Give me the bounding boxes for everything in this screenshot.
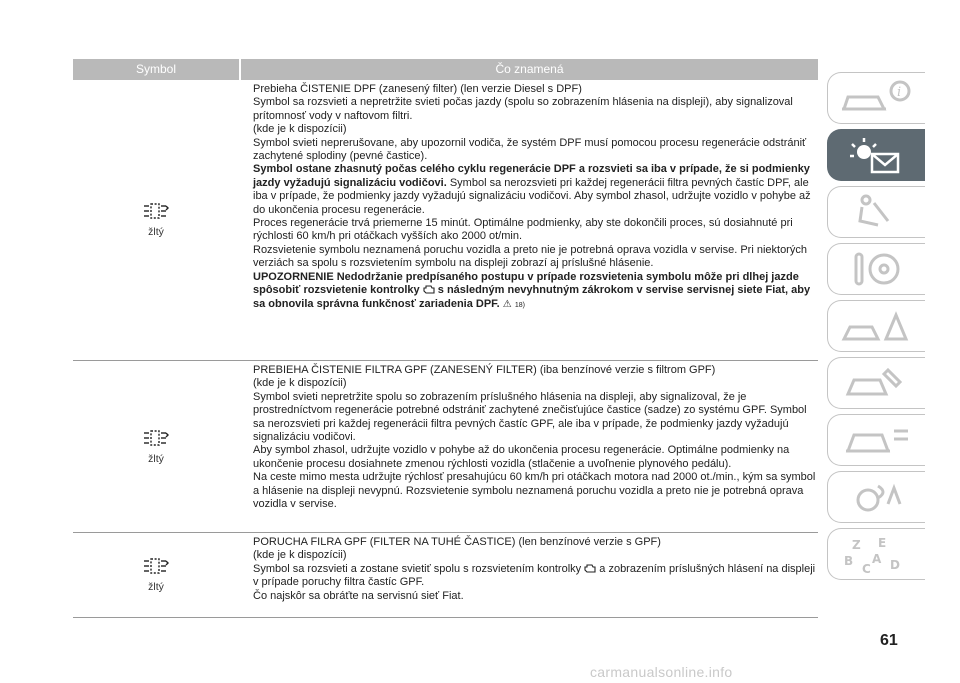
svg-text:Z: Z — [852, 538, 861, 552]
text-line: Čo najskôr sa obráťte na servisnú sieť Fiat. — [253, 589, 464, 602]
text-paragraph — [253, 563, 818, 590]
tab-technical-data[interactable] — [827, 414, 925, 466]
tab-car-info[interactable] — [827, 72, 925, 124]
table-row — [73, 80, 818, 361]
meaning-cell — [239, 361, 818, 532]
tab-maintenance[interactable] — [827, 357, 925, 409]
text-line: Symbol sa nerozsvieti pri každej regenerácii filtra pevných častíc DPF, ale iba v prípade, že podmienky jazdy vyžadujú signalizáciu vodičovi. Aby symbol zhasol, udržujte vozidlo v pohybe až do ukončenia procesu regenerácie. — [253, 176, 811, 216]
text-line: (kde je k dispozícii) — [253, 123, 347, 136]
text-line: Rozsvietenie symbolu neznamená poruchu vozidla a preto nie je potrebná oprava vozidla v servise. Pri niektorých verziách sa spolu s rozsvietením symbolu na displeji zobrazí aj príslušné hlásenie. — [253, 243, 807, 270]
bold-text: s následným nevyhnutným zákrokom v servise servisnej siete Fiat, aby sa obnovila správna funkčnosť zariadenia DPF. — [253, 284, 811, 310]
tab-multimedia[interactable] — [827, 471, 925, 523]
footnote-ref: 18) — [514, 301, 525, 309]
svg-text:A: A — [872, 552, 882, 566]
text-line: Symbol svieti nepretržite spolu so zobrazením príslušného hlásenia na displeji, aby signalizoval, že je prostredníctvom regenerácie potrebné odstrániť zachytené znečisťujúce častice (sadze) zo systému GPF. Symbol sa nerozsvieti pri každej regenerácii filtra pevných častíc GPF, ale iba v prípade, že podmienky jazdy vyžadujú signalizáciu vodičovi. — [253, 390, 807, 444]
car-maintenance-icon — [838, 364, 918, 404]
engine-light-icon — [423, 285, 435, 294]
tab-index[interactable] — [827, 528, 925, 580]
page-number: 61 — [880, 632, 898, 649]
engine-light-icon — [584, 564, 596, 573]
text-paragraph — [253, 163, 818, 217]
symbol-color-label: žltý — [148, 452, 164, 465]
symbol-color-label: žltý — [148, 226, 164, 238]
svg-text:B: B — [844, 554, 854, 568]
svg-text:C: C — [862, 562, 871, 575]
key-steering-icon — [838, 250, 918, 290]
bold-text: UPOZORNENIE Nedodržanie predpísaného postupu v prípade rozsvietenia symbolu môže pri dlhej jazde spôsobiť rozsvietenie kontrolky — [253, 270, 799, 297]
text-line: Na ceste mimo mesta udržujte rýchlosť presahujúcu 60 km/h pri otáčkach motora nad 2000 ot./min., kým sa symbol a hlásenie na displeji nevypnú. Rozsvietenie symbolu neznamená poruchu vozidla a preto nie je potrebná oprava vozidla v servise. — [253, 471, 816, 511]
tab-safety[interactable] — [827, 186, 925, 238]
text-line: (kde je k dispozícii) — [253, 377, 347, 390]
tab-warning-lights[interactable] — [827, 129, 925, 181]
header-meaning: Čo znamená — [239, 59, 818, 80]
multimedia-icon — [838, 478, 918, 518]
text-line: Aby symbol zhasol, udržujte vozidlo v pohybe až do ukončenia procesu regenerácie. Optimálne podmienky na ukončenie procesu dosiahnete zmenou rýchlosti vozidla (stlačenie a uvoľnenie plynového pedálu). — [253, 444, 790, 470]
table-row — [73, 533, 818, 618]
header-symbol: Symbol — [135, 62, 176, 76]
road-warning-icon — [838, 307, 918, 347]
svg-text:D: D — [890, 558, 900, 572]
text-line: Proces regenerácie trvá priemerne 15 minút. Optimálne podmienky, aby ste dokončili proces, sú dosiahnuté pri rýchlosti 60 km/h pri otáčkach vyšších ako 2000 ot/min. — [253, 217, 793, 243]
car-specs-icon — [838, 421, 918, 461]
symbol-cell — [73, 80, 239, 360]
warning-lights-table — [73, 59, 818, 618]
table-row — [73, 361, 818, 533]
text-line: Prebieha ČISTENIE DPF (zanesený filter) (len verzie Diesel s DPF) — [253, 83, 582, 95]
warning-light-message-icon — [838, 136, 918, 176]
text-line: Symbol sa rozsvieti a zostane svietiť spolu s rozsvietením kontrolky — [253, 562, 582, 575]
dpf-filter-icon — [143, 202, 169, 220]
text-line: (kde je k dispozícii) — [253, 549, 347, 562]
tab-starting-driving[interactable] — [827, 243, 925, 295]
watermark: carmanualsonline.info — [590, 664, 733, 680]
warning-triangle-icon: ⚠ — [502, 298, 512, 310]
gpf-filter-icon — [143, 429, 169, 447]
svg-text:i: i — [897, 85, 902, 100]
warning-paragraph — [253, 271, 818, 312]
bold-text: Symbol ostane zhasnutý počas celého cyklu regenerácie DPF a rozsvieti sa iba v prípade, že si podmienky jazdy vyžadujú signalizáciu vodičovi. — [253, 163, 810, 189]
car-info-icon — [838, 79, 918, 119]
tab-emergency[interactable] — [827, 300, 925, 352]
text-line: Symbol sa rozsvieti a nepretržite svieti počas jazdy (spolu so zobrazením hlásenia na displeji), aby signalizoval prítomnosť vody v naftovom filtri. — [253, 96, 793, 122]
meaning-cell — [239, 533, 818, 617]
meaning-cell — [239, 80, 818, 360]
svg-text:E: E — [878, 536, 887, 550]
seat-airbag-icon — [838, 193, 918, 233]
symbol-cell — [73, 533, 239, 617]
text-line: PREBIEHA ČISTENIE FILTRA GPF (ZANESENÝ FILTER) (iba benzínové verzie s filtrom GPF) — [253, 364, 716, 376]
symbol-cell — [73, 361, 239, 532]
alphabet-index-icon — [838, 535, 918, 575]
text-line: a zobrazením príslušných hlásení na displeji v prípade poruchy filtra častíc GPF. — [253, 562, 816, 589]
gpf-fault-icon — [143, 557, 169, 575]
text-line: PORUCHA FILRA GPF (FILTER NA TUHÉ ČASTICE) (len benzínové verzie s GPF) — [253, 536, 661, 548]
table-header — [73, 59, 818, 80]
symbol-color-label: žltý — [148, 581, 164, 593]
text-line: Symbol svieti neprerušovane, aby upozornil vodiča, že systém DPF musí pomocou procesu regenerácie odstrániť zachytené splodiny (pevné častice). — [253, 136, 807, 163]
